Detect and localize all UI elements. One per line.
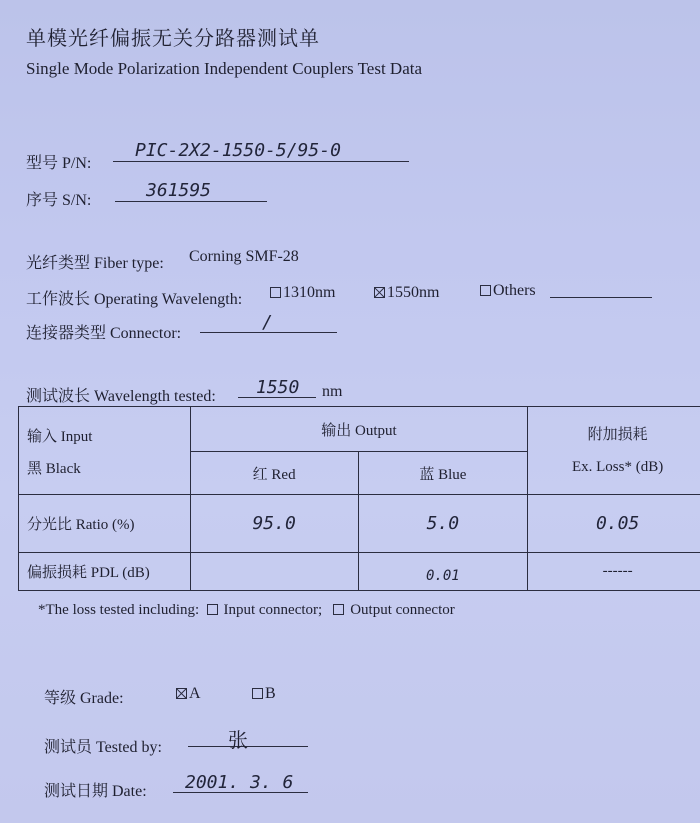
- grade-label: 等级 Grade:: [44, 690, 124, 707]
- table-row: [19, 553, 700, 591]
- sn-label: 序号 S/N:: [26, 192, 92, 209]
- title-english: Single Mode Polarization Independent Couplers Test Data: [26, 59, 423, 78]
- input-header-cell: [19, 407, 191, 495]
- pdl-red-value[interactable]: [190, 553, 358, 591]
- checkbox-icon[interactable]: [480, 285, 491, 296]
- exloss-label-zh: 附加损耗: [587, 426, 648, 443]
- option-label: B: [265, 685, 276, 702]
- pdl-label: 偏振损耗 PDL (dB): [19, 553, 191, 591]
- tested-wavelength-label: 测试波长 Wavelength tested:: [26, 388, 216, 405]
- blue-header: 蓝 Blue: [358, 452, 528, 495]
- checkbox-icon[interactable]: [333, 604, 344, 615]
- date-value[interactable]: 2001. 3. 6: [185, 772, 294, 793]
- pdl-blue-value[interactable]: 0.01: [358, 553, 528, 591]
- input-label: 输入 Input: [27, 429, 93, 445]
- checked-checkbox-icon[interactable]: [374, 287, 385, 298]
- connector-label: 连接器类型 Connector:: [26, 325, 182, 342]
- option-label: A: [189, 685, 201, 702]
- checkbox-icon[interactable]: [207, 604, 218, 615]
- output-header: 输出 Output: [190, 407, 528, 452]
- fiber-type-value: Corning SMF-28: [189, 248, 299, 265]
- checkbox-icon[interactable]: [252, 688, 263, 699]
- checked-checkbox-icon[interactable]: [176, 688, 187, 699]
- sn-underline: [115, 201, 267, 202]
- grade-option-a[interactable]: [176, 685, 201, 703]
- test-data-table: [18, 406, 700, 591]
- ratio-exloss-value[interactable]: 0.05: [528, 495, 700, 553]
- exloss-label-en: Ex. Loss* (dB): [571, 458, 664, 475]
- tested-wavelength-unit: nm: [322, 383, 343, 400]
- tested-by-label: 测试员 Tested by:: [44, 739, 162, 756]
- tested-wavelength-value[interactable]: 1550: [256, 377, 300, 398]
- input-color-label: 黑 Black: [27, 461, 81, 477]
- red-header: 红 Red: [190, 452, 358, 495]
- wavelength-option-others[interactable]: [480, 282, 536, 300]
- tested-by-value[interactable]: 张: [228, 728, 248, 752]
- grade-option-b[interactable]: [252, 685, 276, 703]
- option-label: 1550nm: [387, 284, 440, 301]
- loss-note-input-connector: Input connector;: [223, 602, 323, 618]
- tested-by-underline: [188, 746, 308, 747]
- sn-value[interactable]: 361595: [146, 180, 212, 201]
- loss-note: [38, 602, 455, 619]
- others-underline: [550, 297, 652, 298]
- date-label: 测试日期 Date:: [44, 783, 147, 800]
- wavelength-option-1550[interactable]: [374, 284, 439, 302]
- ratio-blue-value[interactable]: 5.0: [358, 495, 528, 553]
- wavelength-label: 工作波长 Operating Wavelength:: [26, 291, 243, 308]
- connector-value[interactable]: /: [262, 312, 273, 333]
- pn-underline: [113, 161, 409, 162]
- loss-note-prefix: *The loss tested including:: [38, 602, 200, 618]
- option-label: Others: [493, 282, 536, 299]
- checkbox-icon[interactable]: [270, 287, 281, 298]
- pn-label: 型号 P/N:: [26, 155, 92, 172]
- ratio-label: 分光比 Ratio (%): [19, 495, 191, 553]
- pdl-exloss-value: ------: [528, 553, 700, 591]
- ratio-red-value[interactable]: 95.0: [190, 495, 358, 553]
- pn-value[interactable]: PIC-2X2-1550-5/95-0: [135, 140, 341, 161]
- wavelength-option-1310[interactable]: [270, 284, 335, 302]
- loss-note-output-connector: Output connector: [350, 602, 455, 618]
- fiber-type-label: 光纤类型 Fiber type:: [26, 255, 164, 272]
- exloss-header-cell: [528, 407, 700, 495]
- table-row: [19, 495, 700, 553]
- title-chinese: 单模光纤偏振无关分路器测试单: [26, 28, 320, 50]
- option-label: 1310nm: [283, 284, 336, 301]
